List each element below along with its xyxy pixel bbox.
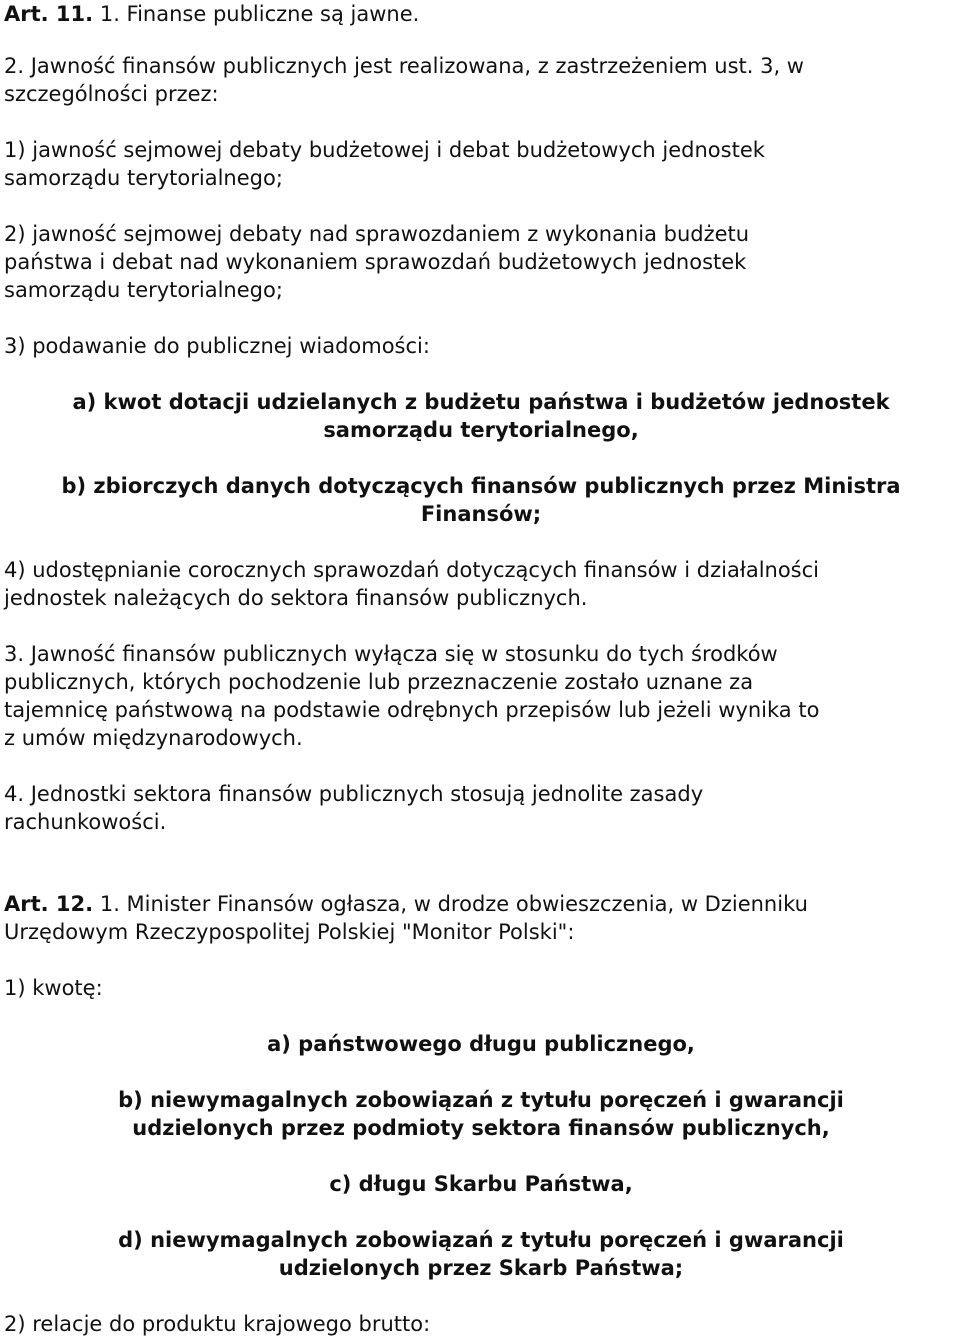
art11-para4 (4, 780, 703, 836)
art11-item2-line: państwa i debat nad wykonaniem sprawozdań budżetowych jednostek (4, 250, 747, 274)
art11-para1 (4, 0, 419, 28)
art12-para1-line: Urzędowym Rzeczypospolitej Polskiej "Monitor Polski": (4, 920, 575, 944)
art11-heading: Art. 11. (4, 2, 94, 26)
art11-item1-line: 1) jawność sejmowej debaty budżetowej i debat budżetowych jednostek (4, 138, 765, 162)
art12-item1c-text: c) długu Skarbu Państwa, (329, 1172, 633, 1196)
art11-item4-line: 4) udostępnianie corocznych sprawozdań dotyczących finansów i działalności (4, 558, 820, 582)
art11-item2-line: samorządu terytorialnego; (4, 278, 283, 302)
art12-item2-text: 2) relacje do produktu krajowego brutto: (4, 1312, 431, 1336)
art12-item1d (4, 1226, 958, 1282)
art11-para2 (4, 52, 804, 108)
art11-item3b-line: b) zbiorczych danych dotyczących finansów publicznych przez Ministra (61, 474, 901, 498)
art11-item3a-line: samorządu terytorialnego, (323, 418, 639, 442)
art12-para1-line (4, 890, 808, 918)
art11-para3-line: z umów międzynarodowych. (4, 726, 303, 750)
art12-item1d-line: d) niewymagalnych zobowiązań z tytułu poręczeń i gwarancji (118, 1228, 844, 1252)
art11-para4-line: 4. Jednostki sektora finansów publicznych stosują jednolite zasady (4, 782, 704, 806)
art12-item1b (4, 1086, 958, 1142)
art11-para3-line: tajemnicę państwową na podstawie odrębnych przepisów lub jeżeli wynika to (4, 698, 820, 722)
art12-para1 (4, 890, 808, 946)
art11-item3-text: 3) podawanie do publicznej wiadomości: (4, 334, 430, 358)
art11-item1 (4, 136, 765, 192)
art12-item1a (4, 1030, 958, 1058)
art11-para3-line: 3. Jawność finansów publicznych wyłącza się w stosunku do tych środków (4, 642, 778, 666)
art11-para2-line: 2. Jawność finansów publicznych jest realizowana, z zastrzeżeniem ust. 3, w (4, 54, 804, 78)
art12-heading: Art. 12. (4, 892, 94, 916)
art11-item3 (4, 332, 430, 360)
art11-para4-line: rachunkowości. (4, 810, 167, 834)
art11-item1-line: samorządu terytorialnego; (4, 166, 283, 190)
art11-item2-line: 2) jawność sejmowej debaty nad sprawozdaniem z wykonania budżetu (4, 222, 750, 246)
art12-item1d-line: udzielonych przez Skarb Państwa; (278, 1256, 684, 1280)
art11-para3-line: publicznych, których pochodzenie lub przeznaczenie zostało uznane za (4, 670, 754, 694)
art12-item1b-line: b) niewymagalnych zobowiązań z tytułu poręczeń i gwarancji (118, 1088, 844, 1112)
art12-item2 (4, 1310, 430, 1338)
art11-item4-line: jednostek należących do sektora finansów publicznych. (4, 586, 588, 610)
art12-para1-first: 1. Minister Finansów ogłasza, w drodze obwieszczenia, w Dzienniku (99, 892, 808, 916)
art12-item1 (4, 974, 103, 1002)
art11-item3a (4, 388, 958, 444)
art11-item2 (4, 220, 749, 304)
art11-item3a-line: a) kwot dotacji udzielanych z budżetu państwa i budżetów jednostek (72, 390, 890, 414)
art11-item3b-line: Finansów; (420, 502, 542, 526)
art12-item1a-text: a) państwowego długu publicznego, (267, 1032, 695, 1056)
art11-para2-line: szczególności przez: (4, 82, 219, 106)
art11-para1-text: 1. Finanse publiczne są jawne. (99, 2, 420, 26)
art11-item3b (4, 472, 958, 528)
art11-item4 (4, 556, 819, 612)
art11-para3 (4, 640, 819, 752)
art12-item1b-line: udzielonych przez podmioty sektora finansów publicznych, (132, 1116, 830, 1140)
art12-item1c (4, 1170, 958, 1198)
art12-item1-text: 1) kwotę: (4, 976, 103, 1000)
